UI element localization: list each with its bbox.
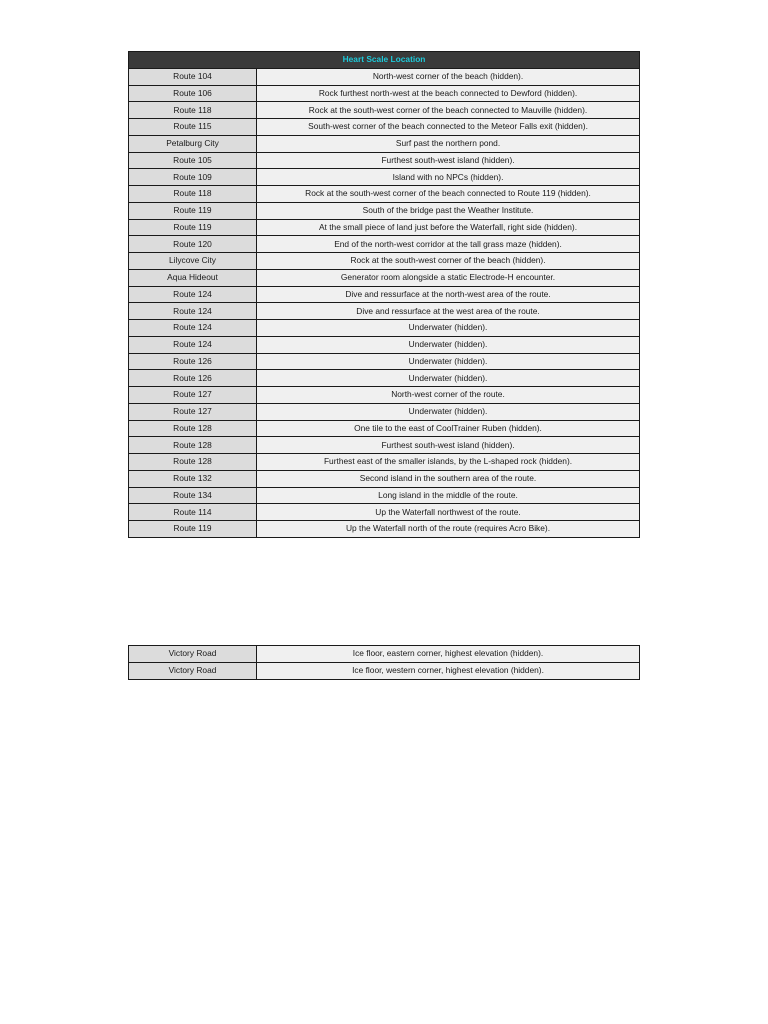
heart-scale-location-table [128, 51, 640, 538]
description-cell: Furthest south-west island (hidden). [257, 152, 640, 169]
location-cell: Route 128 [129, 454, 257, 471]
location-cell: Route 128 [129, 420, 257, 437]
description-cell: Surf past the northern pond. [257, 135, 640, 152]
table-row [129, 152, 640, 169]
table-row [129, 102, 640, 119]
location-cell: Route 106 [129, 85, 257, 102]
table-row [129, 253, 640, 270]
table-row [129, 269, 640, 286]
table-body [129, 646, 640, 680]
description-cell: One tile to the east of CoolTrainer Ruben (hidden). [257, 420, 640, 437]
table-row [129, 119, 640, 136]
description-cell: Underwater (hidden). [257, 353, 640, 370]
victory-road-table [128, 645, 640, 680]
location-cell: Aqua Hideout [129, 269, 257, 286]
table-row [129, 320, 640, 337]
table-row [129, 236, 640, 253]
location-cell: Route 124 [129, 286, 257, 303]
table-row [129, 487, 640, 504]
description-cell: North-west corner of the beach (hidden). [257, 68, 640, 85]
table-row [129, 353, 640, 370]
location-cell: Petalburg City [129, 135, 257, 152]
table-row [129, 303, 640, 320]
description-cell: Dive and ressurface at the north-west area of the route. [257, 286, 640, 303]
table-row [129, 370, 640, 387]
description-cell: Underwater (hidden). [257, 320, 640, 337]
table-row [129, 286, 640, 303]
location-cell: Route 119 [129, 521, 257, 538]
location-cell: Route 128 [129, 437, 257, 454]
description-cell: Rock at the south-west corner of the beach (hidden). [257, 253, 640, 270]
location-cell: Route 124 [129, 320, 257, 337]
table-row [129, 219, 640, 236]
description-cell: Up the Waterfall northwest of the route. [257, 504, 640, 521]
description-cell: Furthest east of the smaller islands, by the L-shaped rock (hidden). [257, 454, 640, 471]
table-row [129, 186, 640, 203]
description-cell: Ice floor, western corner, highest elevation (hidden). [257, 662, 640, 679]
description-cell: Island with no NPCs (hidden). [257, 169, 640, 186]
description-cell: Underwater (hidden). [257, 370, 640, 387]
location-cell: Route 126 [129, 370, 257, 387]
table-row [129, 454, 640, 471]
location-cell: Route 127 [129, 403, 257, 420]
location-cell: Victory Road [129, 662, 257, 679]
description-cell: South-west corner of the beach connected to the Meteor Falls exit (hidden). [257, 119, 640, 136]
location-cell: Route 126 [129, 353, 257, 370]
description-cell: Long island in the middle of the route. [257, 487, 640, 504]
table-row [129, 420, 640, 437]
location-cell: Route 134 [129, 487, 257, 504]
table-row [129, 135, 640, 152]
location-cell: Route 118 [129, 186, 257, 203]
table-row [129, 169, 640, 186]
description-cell: Dive and ressurface at the west area of the route. [257, 303, 640, 320]
location-cell: Route 105 [129, 152, 257, 169]
location-cell: Route 124 [129, 303, 257, 320]
location-cell: Victory Road [129, 646, 257, 663]
location-cell: Route 132 [129, 470, 257, 487]
description-cell: Generator room alongside a static Electrode-H encounter. [257, 269, 640, 286]
table-header: Heart Scale Location [129, 52, 640, 69]
table-header-row [129, 52, 640, 69]
location-cell: Route 115 [129, 119, 257, 136]
location-cell: Route 114 [129, 504, 257, 521]
table-row [129, 521, 640, 538]
location-cell: Route 124 [129, 336, 257, 353]
table-row [129, 68, 640, 85]
table-row [129, 662, 640, 679]
table-row [129, 470, 640, 487]
table-row [129, 202, 640, 219]
description-cell: South of the bridge past the Weather Institute. [257, 202, 640, 219]
location-cell: Route 120 [129, 236, 257, 253]
description-cell: Furthest south-west island (hidden). [257, 437, 640, 454]
description-cell: Rock furthest north-west at the beach connected to Dewford (hidden). [257, 85, 640, 102]
table-row [129, 504, 640, 521]
description-cell: Rock at the south-west corner of the beach connected to Route 119 (hidden). [257, 186, 640, 203]
table-row [129, 646, 640, 663]
location-cell: Route 127 [129, 387, 257, 404]
table-body [129, 68, 640, 537]
location-cell: Route 119 [129, 202, 257, 219]
description-cell: Underwater (hidden). [257, 403, 640, 420]
location-cell: Route 119 [129, 219, 257, 236]
description-cell: Up the Waterfall north of the route (requires Acro Bike). [257, 521, 640, 538]
description-cell: Ice floor, eastern corner, highest elevation (hidden). [257, 646, 640, 663]
description-cell: End of the north-west corridor at the tall grass maze (hidden). [257, 236, 640, 253]
description-cell: At the small piece of land just before the Waterfall, right side (hidden). [257, 219, 640, 236]
table-row [129, 85, 640, 102]
location-cell: Route 118 [129, 102, 257, 119]
table-row [129, 387, 640, 404]
location-cell: Route 109 [129, 169, 257, 186]
description-cell: Underwater (hidden). [257, 336, 640, 353]
table-row [129, 403, 640, 420]
location-cell: Lilycove City [129, 253, 257, 270]
description-cell: Second island in the southern area of the route. [257, 470, 640, 487]
table-row [129, 336, 640, 353]
location-cell: Route 104 [129, 68, 257, 85]
description-cell: North-west corner of the route. [257, 387, 640, 404]
description-cell: Rock at the south-west corner of the beach connected to Mauville (hidden). [257, 102, 640, 119]
table-row [129, 437, 640, 454]
